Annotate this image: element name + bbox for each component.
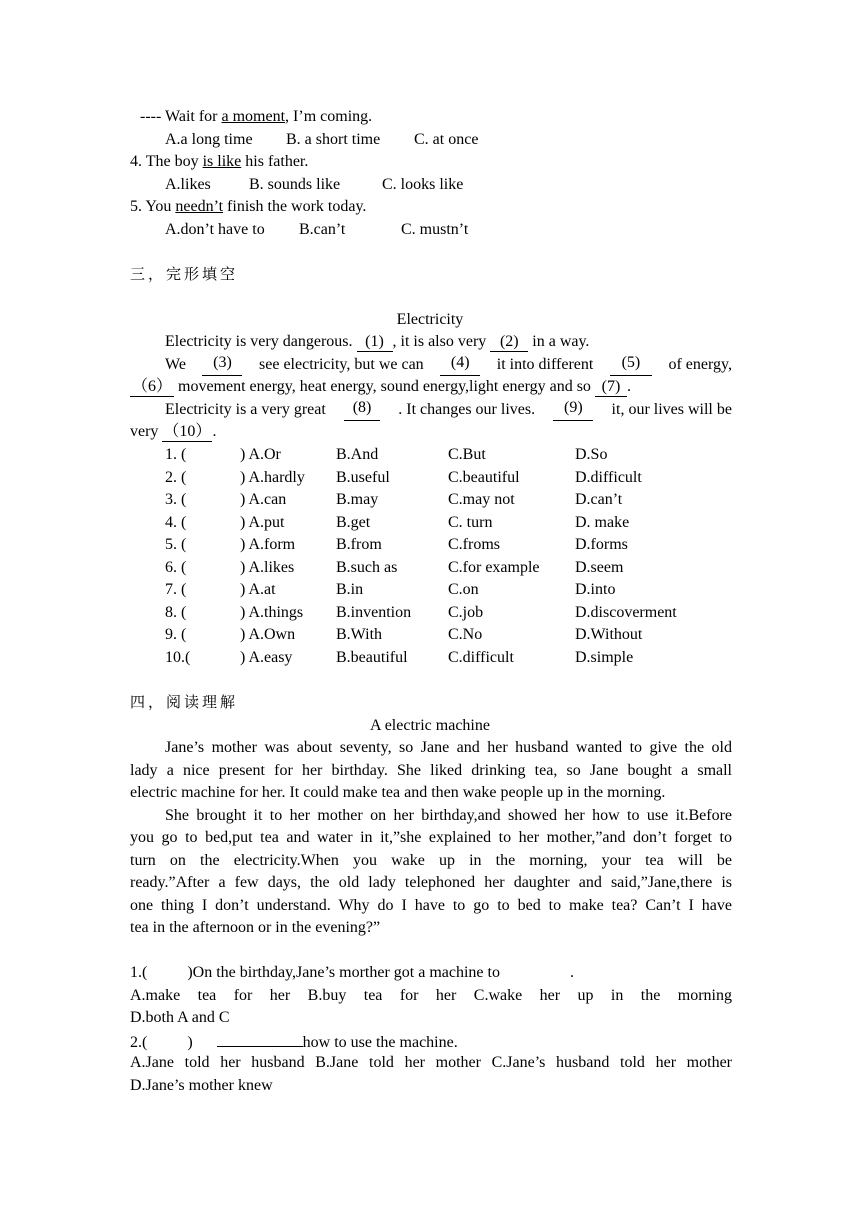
option-d[interactable]: D.seem [575, 558, 624, 576]
cloze-question-row [0, 624, 860, 646]
option-d[interactable]: D.forms [575, 536, 628, 553]
dialog-post: , I’m coming. [285, 108, 373, 125]
option-a[interactable]: ) A.likes [240, 558, 295, 576]
option-a[interactable]: ) A.things [240, 603, 304, 621]
blank-8: (8) [344, 399, 380, 421]
option-d[interactable]: D. make [575, 513, 630, 531]
reading-question-1-options: A.make tea for her B.buy tea for her C.wake her up in the morning [130, 987, 732, 1004]
blank-5: (5) [610, 354, 652, 376]
question-number: 10.( [165, 648, 191, 666]
option-a: A.don’t have to [165, 221, 265, 238]
q4-post: his father. [241, 153, 309, 170]
text: . It changes our lives. [398, 401, 536, 418]
option-c[interactable]: C.on [448, 581, 479, 598]
blank-3: (3) [202, 354, 242, 376]
blank-1: (1) [357, 333, 393, 352]
section-heading-reading: 四，阅读理解 [130, 693, 239, 711]
option-b[interactable]: B.invention [336, 603, 412, 621]
option-a[interactable]: ) A.can [240, 491, 287, 508]
cloze-question-row [0, 534, 860, 556]
question-number: 3. ( [165, 491, 187, 508]
option-a: A.a long time [165, 131, 253, 148]
question-number: 9. ( [165, 626, 187, 643]
option-c[interactable]: C.may not [448, 491, 515, 508]
option-c[interactable]: C. turn [448, 513, 493, 531]
reading-question-2-option-d: D.Jane’s mother knew [130, 1077, 273, 1094]
option-c: C. mustn’t [401, 221, 469, 238]
q4-underlined: is like [202, 153, 242, 170]
cloze-question-row [0, 557, 860, 579]
option-b[interactable]: B.such as [336, 558, 398, 576]
q-open: 1.( [130, 964, 148, 981]
reading-line-9: tea in the afternoon or in the evening?” [130, 919, 381, 936]
cloze-question-row [0, 602, 860, 624]
option-b: B. a short time [286, 131, 381, 148]
cloze-question-row [0, 647, 860, 669]
option-a[interactable]: ) A.easy [240, 648, 293, 666]
blank-10: （10） [163, 423, 212, 440]
option-d[interactable]: D.simple [575, 648, 634, 666]
cloze-paragraph-2-line-2 [130, 376, 631, 398]
cloze-question-row [0, 467, 860, 489]
reading-line-1: Jane’s mother was about seventy, so Jane and her husband wanted to give the old [165, 739, 732, 756]
option-d[interactable]: D.Without [575, 626, 643, 643]
q5-pre: 5. You [130, 198, 176, 215]
reading-question-2-options: A.Jane told her husband B.Jane told her mother C.Jane’s husband told her mother [130, 1054, 732, 1071]
text: , it is also very [392, 333, 487, 350]
reading-line-6: turn on the electricity.When you wake up in the morning, your tea will be [130, 852, 732, 869]
option-d[interactable]: D.difficult [575, 468, 642, 486]
q5-line [130, 196, 366, 218]
option-b[interactable]: B.And [336, 446, 379, 463]
reading-line-3: electric machine for her. It could make tea and then wake people up in the morning. [130, 784, 666, 801]
reading-line-8: one thing I don’t understand. Why do I have to go to bed to make tea? Can’t I have [130, 897, 732, 914]
q4-pre: 4. The boy [130, 153, 203, 170]
option-c[interactable]: C.No [448, 626, 483, 643]
dialog-underlined: a moment [221, 108, 286, 125]
cloze-paragraph-3-line-1 [165, 399, 732, 421]
blank-4: (4) [440, 354, 480, 376]
blank-9: (9) [553, 399, 593, 421]
option-c: C. looks like [382, 176, 464, 193]
option-a: A.likes [165, 176, 211, 193]
text: Electricity is a very great [165, 401, 326, 418]
text: . [212, 423, 217, 440]
cloze-question-row [0, 579, 860, 601]
cloze-paragraph-3-line-2 [130, 421, 216, 443]
option-a[interactable]: ) A.at [240, 581, 276, 598]
option-d[interactable]: D.can’t [575, 491, 623, 508]
cloze-question-row [0, 444, 860, 466]
option-b: B.can’t [299, 221, 346, 238]
passage-title: Electricity [396, 311, 464, 328]
q-open: 2.( [130, 1034, 148, 1051]
text: it, our lives will be [611, 401, 732, 418]
blank-2: (2) [490, 333, 528, 352]
option-c[interactable]: C.for example [448, 558, 540, 576]
option-c[interactable]: C.beautiful [448, 468, 520, 486]
text: We [165, 356, 186, 373]
fill-blank-line[interactable] [217, 1030, 303, 1047]
option-d[interactable]: D.discoverment [575, 603, 677, 621]
cloze-question-row [0, 489, 860, 511]
option-d[interactable]: D.So [575, 446, 608, 463]
text: . [626, 378, 631, 395]
text: in a way. [532, 333, 590, 350]
text: it into different [496, 356, 594, 373]
reading-title: A electric machine [370, 717, 490, 734]
option-a[interactable]: ) A.Own [240, 626, 296, 643]
q5-underlined: needn’t [175, 198, 224, 215]
text: Electricity is very dangerous. [165, 333, 353, 350]
q-close: ) [187, 1034, 193, 1051]
question-number: 1. ( [165, 446, 187, 463]
option-b[interactable]: B.from [336, 536, 382, 553]
option-b[interactable]: B.in [336, 581, 364, 598]
question-number: 2. ( [165, 468, 187, 486]
option-b[interactable]: B.beautiful [336, 648, 408, 666]
cloze-paragraph-1 [165, 331, 589, 353]
option-c[interactable]: C.job [448, 603, 484, 621]
question-number: 7. ( [165, 581, 187, 598]
option-c[interactable]: C.But [448, 446, 486, 463]
text: very [130, 423, 159, 440]
reading-line-7: ready.”After a few days, the old lady telephoned her daughter and said,”Jane,there is [130, 874, 732, 891]
cloze-paragraph-2-line-1 [165, 354, 732, 376]
reading-line-2: lady a nice present for her birthday. She liked drinking tea, so Jane bought a small [130, 762, 732, 779]
q4-line [130, 151, 308, 173]
reading-line-5: you go to bed,put tea and water in it,”she explained to her mother,”and don’t forget to [130, 829, 732, 846]
reading-question-1-option-d: D.both A and C [130, 1009, 230, 1026]
option-a[interactable]: ) A.hardly [240, 468, 305, 486]
option-b: B. sounds like [249, 176, 341, 193]
option-b[interactable]: B.get [336, 513, 371, 531]
option-a[interactable]: ) A.put [240, 513, 285, 531]
blank-7: (7) [595, 378, 627, 397]
cloze-question-row [0, 512, 860, 534]
question-number: 6. ( [165, 558, 187, 576]
q-text: )On the birthday,Jane’s morther got a machine to [187, 964, 500, 981]
option-c[interactable]: C.froms [448, 536, 500, 553]
blank-6: （6） [131, 378, 172, 395]
q-end: . [569, 964, 574, 981]
option-c: C. at once [414, 131, 479, 148]
option-b[interactable]: B.may [336, 491, 379, 508]
option-c[interactable]: C.difficult [448, 648, 514, 666]
option-d[interactable]: D.into [575, 581, 616, 598]
dialog-line [140, 106, 372, 128]
reading-question-1 [130, 962, 574, 984]
reading-line-4: She brought it to her mother on her birthday,and showed her how to use it.Before [165, 807, 732, 824]
option-a[interactable]: ) A.Or [240, 446, 281, 463]
reading-question-2 [130, 1030, 458, 1054]
text: of energy, [668, 356, 732, 373]
text: movement energy, heat energy, sound energy,light energy and so [178, 378, 591, 395]
dialog-pre: ---- Wait for [140, 108, 222, 125]
question-number: 4. ( [165, 513, 187, 531]
option-a[interactable]: ) A.form [240, 536, 296, 553]
option-b[interactable]: B.With [336, 626, 383, 643]
section-heading-cloze: 三，完形填空 [130, 265, 239, 283]
option-b[interactable]: B.useful [336, 468, 390, 486]
q5-post: finish the work today. [223, 198, 367, 215]
question-number: 5. ( [165, 536, 187, 553]
text: see electricity, but we can [259, 356, 424, 373]
question-number: 8. ( [165, 603, 187, 621]
q-text: how to use the machine. [302, 1034, 458, 1051]
